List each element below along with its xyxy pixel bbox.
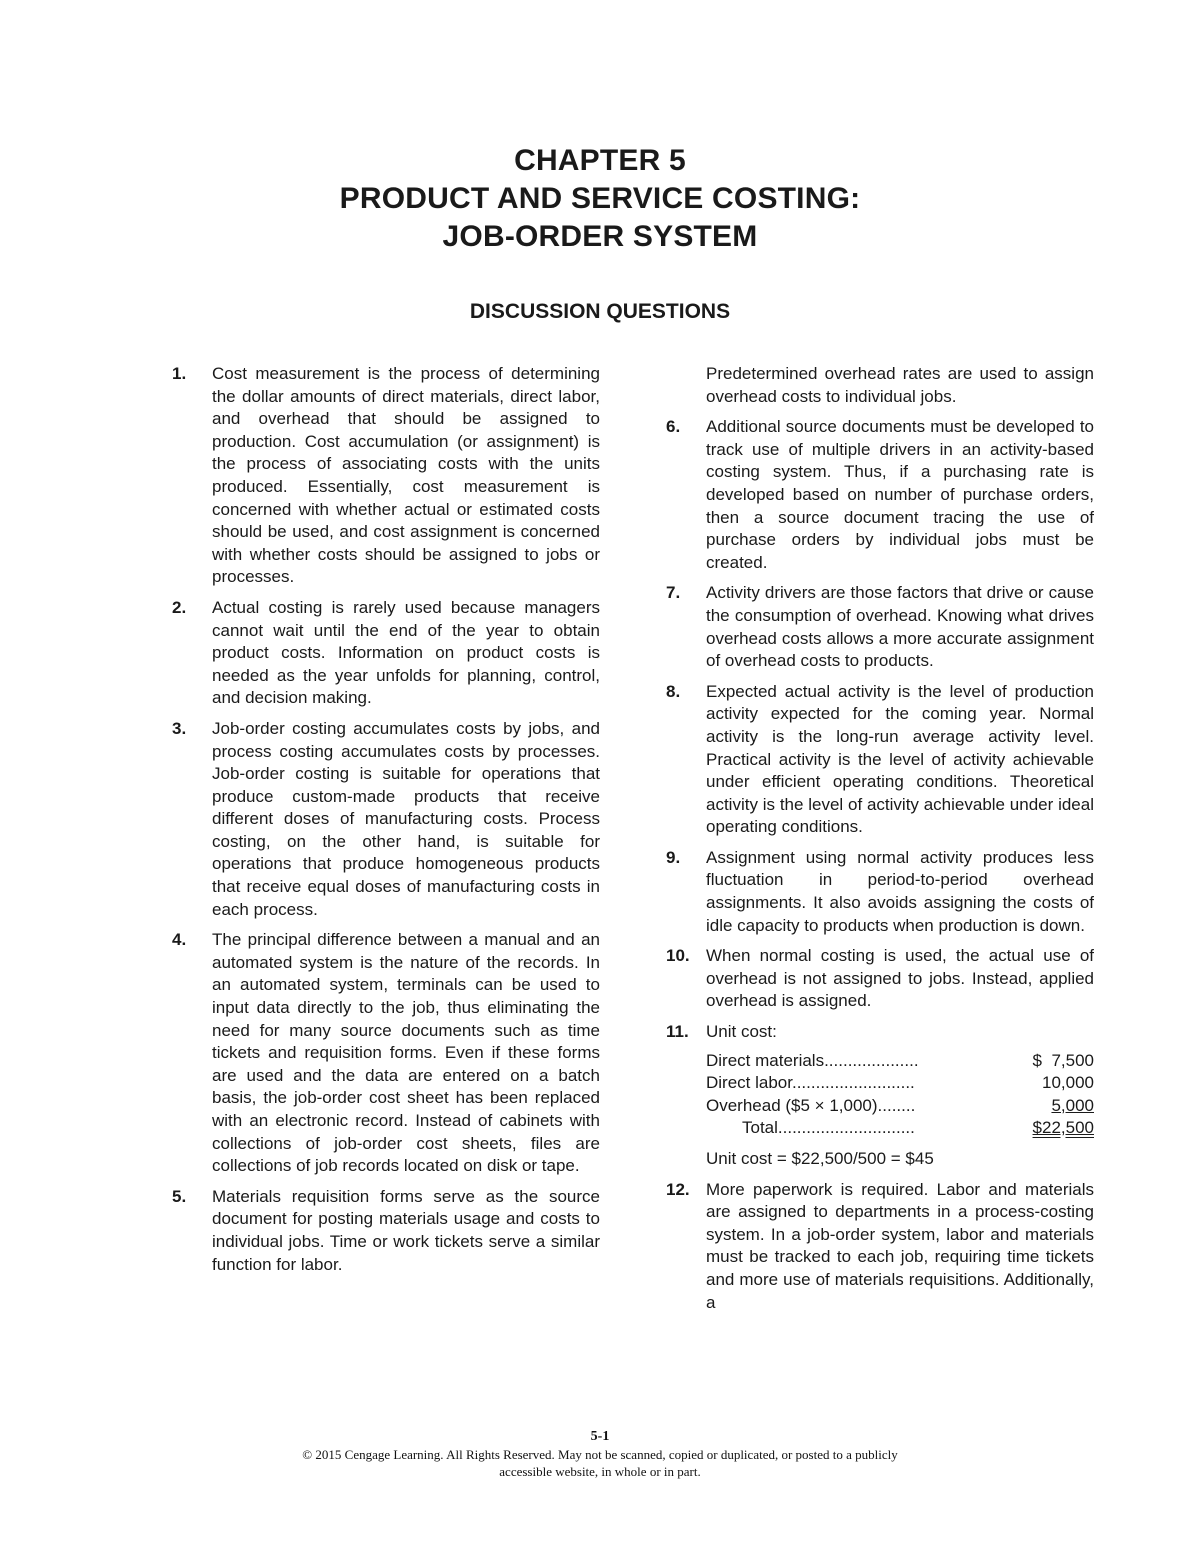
question-5 [172, 1186, 600, 1276]
chapter-number: CHAPTER 5 [514, 144, 686, 177]
question-answer: When normal costing is used, the actual use of overhead is not assigned to jobs. Instead, applied overhead is assigned. [706, 946, 1094, 1011]
right-column [666, 363, 1094, 1322]
question-number: 5. [172, 1186, 187, 1206]
question-answer: Cost measurement is the process of determining the dollar amounts of direct materials, direct labor, and overhead that should be assigned to production. Cost accumulation (or assignment) is the process of associating costs with the units produced. Essentially, cost measurement is concerned with whether actual or estimated costs should be used, and cost assignment is concerned with whether costs should be assigned to jobs or processes. [212, 364, 600, 587]
question-number: 12. [666, 1179, 690, 1199]
chapter-title-line-1: PRODUCT AND SERVICE COSTING: [339, 182, 861, 215]
question-10 [666, 945, 1094, 1013]
table-row [706, 1117, 1094, 1140]
cost-amount: $ 7,500 [1032, 1050, 1094, 1070]
question-answer: Materials requisition forms serve as the source document for posting materials usage and costs to individual jobs. Time or work tickets serve a similar function for labor. [212, 1186, 600, 1274]
question-answer: The principal difference between a manual and an automated system is the nature of the records. In an automated system, terminals can be used to input data directly to the job, thus eliminating the need for many source documents such as time tickets and requisition forms. Even if these forms are used and the data are entered on a batch basis, the job-order cost sheet has been replaced with an electronic record. Instead of cabinets with collections of job-order cost sheets, files are collections of job records located on disk or tape. [212, 930, 600, 1176]
question-number: 8. [666, 681, 681, 701]
copyright-line-2: accessible website, in whole or in part. [499, 1464, 701, 1479]
question-number: 2. [172, 597, 187, 617]
question-9 [666, 847, 1094, 937]
question-4 [172, 929, 600, 1178]
question-answer: Assignment using normal activity produces less fluctuation in period-to-period overhead assignments. It also avoids assigning the costs of idle capacity to products when production is down. [706, 847, 1094, 935]
question-8 [666, 681, 1094, 839]
cost-amount: 5,000 [1051, 1095, 1094, 1115]
question-3 [172, 718, 600, 921]
question-12 [666, 1179, 1094, 1315]
question-number: 9. [666, 847, 681, 867]
question-answer: Activity drivers are those factors that drive or cause the consumption of overhead. Knowing what drives overhead costs allows a more accurate assignment of overhead costs to products. [706, 583, 1094, 671]
question-answer: More paperwork is required. Labor and materials are assigned to departments in a process-costing system. In a job-order system, labor and materials must be tracked to each job, requiring time tickets and more use of materials requisitions. Additionally, a [706, 1179, 1094, 1312]
cost-label: Total............................. [742, 1118, 915, 1138]
cost-amount: 10,000 [1042, 1073, 1094, 1093]
unit-cost-result: Unit cost = $22,500/500 = $45 [706, 1149, 934, 1168]
question-answer: Actual costing is rarely used because managers cannot wait until the end of the year to obtain product costs. Information on product costs is needed as the year unfolds for planning, control, and decision making. [212, 597, 600, 708]
cost-label: Direct labor.......................... [706, 1073, 915, 1093]
question-number: 6. [666, 417, 681, 437]
question-number: 7. [666, 583, 681, 603]
page-footer [0, 1428, 1200, 1480]
question-number: 11. [666, 1022, 689, 1042]
left-column [172, 363, 600, 1284]
table-row [706, 1072, 1094, 1095]
cost-label: Overhead ($5 × 1,000)........ [706, 1095, 916, 1115]
question-answer: Unit cost: [706, 1022, 777, 1042]
question-answer: Job-order costing accumulates costs by jobs, and process costing accumulates costs by processes. Job-order costing is suitable for operations that produce custom-made products that receive different doses of manufacturing costs. Process costing, on the other hand, is suitable for operations that produce homogeneous products that receive equal doses of manufacturing costs in each process. [212, 718, 600, 919]
unit-cost-table [706, 1050, 1094, 1140]
chapter-header [0, 142, 1200, 256]
question-number: 10. [666, 946, 690, 966]
table-row [706, 1095, 1094, 1118]
cost-total-amount: $22,500 [1032, 1118, 1094, 1138]
question-11 [666, 1021, 1094, 1044]
section-heading: DISCUSSION QUESTIONS [469, 300, 731, 323]
question-number: 1. [172, 364, 187, 383]
question-answer: Additional source documents must be developed to track use of multiple drivers in an activity-based costing system. Thus, if a purchasing rate is developed based on number of purchase orders, then a source document tracing the use of purchase orders by individual jobs must be created. [706, 417, 1094, 572]
page-number: 5-1 [590, 1429, 610, 1444]
question-7 [666, 582, 1094, 672]
question-answer: Expected actual activity is the level of production activity expected for the coming year. Normal activity is the long-run average activity level. Practical activity is the level of activity achievable under efficient operating conditions. Theoretical activity is the level of activity achievable under ideal operating conditions. [706, 681, 1094, 837]
question-6 [666, 416, 1094, 574]
chapter-title-line-2: JOB-ORDER SYSTEM [442, 220, 758, 253]
copyright-line-1: © 2015 Cengage Learning. All Rights Reserved. May not be scanned, copied or duplicated, or posted to a publicly [302, 1447, 898, 1462]
question-2 [172, 597, 600, 710]
question-5-continuation: Predetermined overhead rates are used to assign overhead costs to individual jobs. [706, 364, 1094, 406]
question-1 [172, 363, 600, 589]
question-number: 3. [172, 718, 187, 738]
cost-label: Direct materials.................... [706, 1050, 919, 1070]
question-number: 4. [172, 930, 187, 950]
table-row [706, 1050, 1094, 1073]
